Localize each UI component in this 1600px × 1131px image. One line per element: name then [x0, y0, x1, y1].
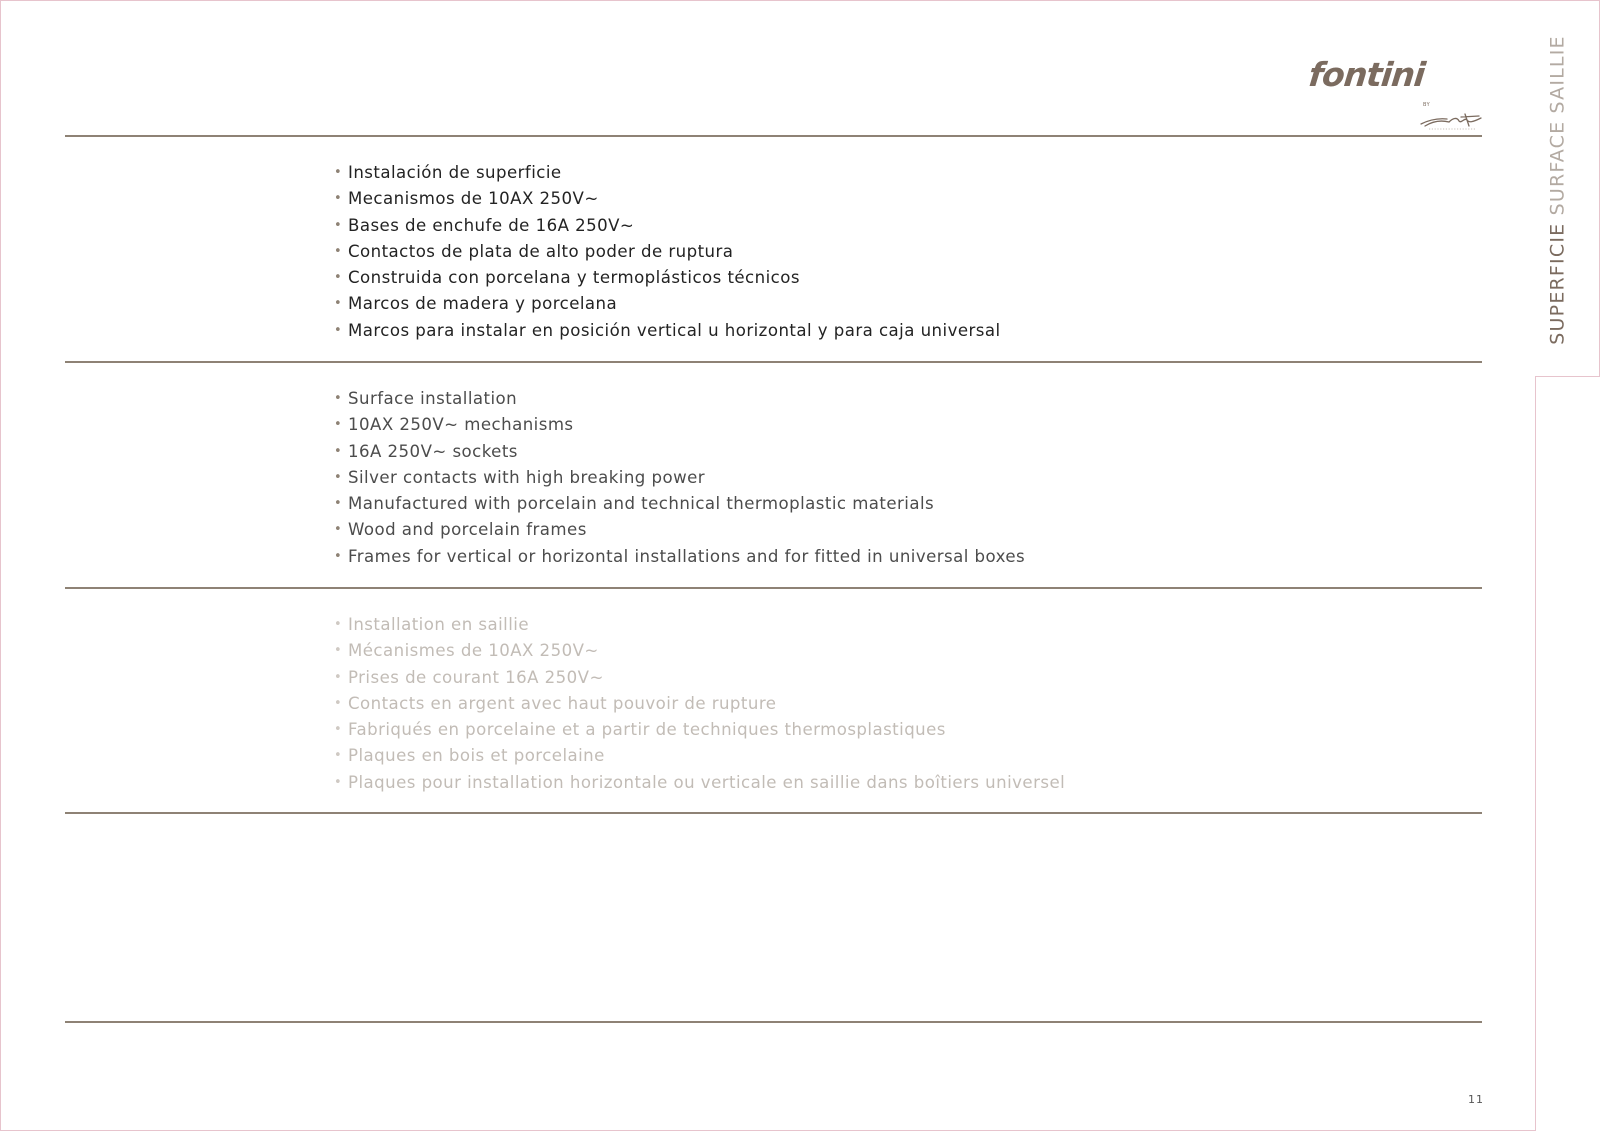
divider-2 — [65, 587, 1482, 589]
bullet-icon: • — [334, 469, 343, 485]
bullet-icon: • — [334, 669, 343, 685]
list-item: • Instalación de superficie — [334, 160, 1001, 186]
bullet-icon: • — [334, 643, 343, 659]
bullet-icon: • — [334, 270, 343, 286]
bullet-icon: • — [334, 548, 343, 564]
side-tab-primary: SUPERFICIE — [1546, 222, 1569, 345]
bullet-icon: • — [334, 322, 343, 338]
list-item: • Installation en saillie — [334, 612, 1065, 638]
list-item: • Plaques pour installation horizontale ou verticale en saillie dans boîtiers universel — [334, 770, 1065, 796]
bullet-icon: • — [334, 191, 343, 207]
list-item: • 16A 250V~ sockets — [334, 439, 1025, 465]
list-item: • Silver contacts with high breaking power — [334, 465, 1025, 491]
side-tab-secondary: SURFACE SAILLIE — [1546, 35, 1569, 216]
divider-3 — [65, 812, 1482, 814]
list-item: • Mecanismos de 10AX 250V~ — [334, 186, 1001, 212]
bullet-icon: • — [334, 774, 343, 790]
list-item: • Marcos de madera y porcelana — [334, 291, 1001, 317]
signature-logo-icon — [1419, 108, 1483, 132]
list-item: • Bases de enchufe de 16A 250V~ — [334, 213, 1001, 239]
french-features — [334, 612, 1065, 796]
bullet-icon: • — [334, 217, 343, 233]
bullet-icon: • — [334, 243, 343, 259]
list-item: • Plaques en bois et porcelaine — [334, 743, 1065, 769]
list-item: • Prises de courant 16A 250V~ — [334, 665, 1065, 691]
list-item: • Construida con porcelana y termoplásticos técnicos — [334, 265, 1001, 291]
logo-wordmark: fontini — [1306, 55, 1427, 94]
bullet-icon: • — [334, 296, 343, 312]
bullet-icon: • — [334, 391, 343, 406]
list-item: • Frames for vertical or horizontal installations and for fitted in universal boxes — [334, 544, 1025, 570]
bullet-icon: • — [334, 165, 343, 180]
list-item: • Manufactured with porcelain and technical thermoplastic materials — [334, 491, 1025, 517]
list-item: • Wood and porcelain frames — [334, 517, 1025, 543]
list-item: • Contacts en argent avec haut pouvoir de rupture — [334, 691, 1065, 717]
fontini-logo — [1305, 55, 1485, 136]
side-section-tab[interactable] — [1546, 35, 1569, 345]
bullet-icon: • — [334, 722, 343, 738]
bullet-icon: • — [334, 443, 343, 459]
bullet-icon: • — [334, 748, 343, 764]
list-item: • 10AX 250V~ mechanisms — [334, 412, 1025, 438]
divider-top — [65, 135, 1482, 137]
bullet-icon: • — [334, 617, 343, 632]
list-item: • Surface installation — [334, 386, 1025, 412]
bullet-icon: • — [334, 522, 343, 538]
logo-by-text: BY — [1423, 102, 1431, 108]
list-item: • Fabriqués en porcelaine et a partir de techniques thermosplastiques — [334, 717, 1065, 743]
page-number: 11 — [1468, 1093, 1484, 1106]
divider-bottom — [65, 1021, 1482, 1023]
bullet-icon: • — [334, 695, 343, 711]
english-features — [334, 386, 1025, 570]
bullet-icon: • — [334, 417, 343, 433]
list-item: • Marcos para instalar en posición vertical u horizontal y para caja universal — [334, 318, 1001, 344]
spanish-features — [334, 160, 1001, 344]
list-item: • Mécanismes de 10AX 250V~ — [334, 638, 1065, 664]
bullet-icon: • — [334, 496, 343, 512]
divider-1 — [65, 361, 1482, 363]
list-item: • Contactos de plata de alto poder de ruptura — [334, 239, 1001, 265]
